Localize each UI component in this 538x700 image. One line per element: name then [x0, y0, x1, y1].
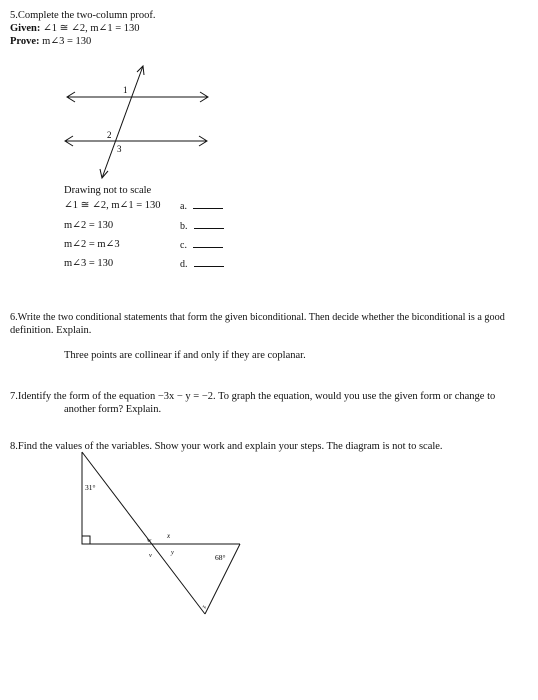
q7-text-line2: another form? Explain.: [64, 404, 162, 415]
proof-statement-3: m∠2 = m∠3: [64, 239, 120, 250]
angle-68-label: 68°: [215, 553, 226, 562]
proof-reason-c: [180, 238, 223, 252]
q8-text: 8.Find the values of the variables. Show your work and explain your steps. The diagram is not to scale.: [10, 441, 443, 452]
q6-text-line1: 6.Write the two conditional statements that form the given biconditional. Then decide whether the biconditional is a good: [10, 312, 505, 323]
reason-blank-b[interactable]: [194, 219, 224, 229]
q5-parallel-lines-figure: [55, 60, 225, 185]
angle-31-label: 31°: [85, 483, 96, 492]
var-w-label: w: [147, 537, 152, 544]
diagonal-line: [82, 452, 205, 614]
proof-statement-4: m∠3 = 130: [64, 258, 114, 269]
proof-reason-a: [180, 199, 223, 213]
q8-triangles-figure: [75, 450, 250, 620]
reason-letter-a: a.: [180, 201, 187, 212]
var-y-label: y: [171, 549, 174, 556]
q5-given: [10, 22, 140, 35]
proof-statement-1: ∠1 ≅ ∠2, m∠1 = 130: [64, 200, 161, 211]
proof-reason-d: [180, 257, 224, 271]
var-x-label: x: [167, 532, 171, 540]
q7-text-line1: 7.Identify the form of the equation −3x − y = −2. To graph the equation, would you use the given form or change to: [10, 391, 496, 402]
prove-label: Prove:: [10, 36, 40, 47]
reason-blank-c[interactable]: [193, 238, 223, 248]
reason-letter-d: d.: [180, 259, 188, 270]
angle-label-2: 2: [107, 130, 112, 140]
angle-label-3: 3: [117, 144, 122, 154]
var-v-label: v: [149, 552, 152, 559]
prove-text: m∠3 = 130: [42, 36, 92, 47]
q6-biconditional-statement: Three points are collinear if and only if they are coplanar.: [64, 350, 306, 361]
angle-label-1: 1: [123, 85, 128, 95]
reason-blank-d[interactable]: [194, 257, 224, 267]
q5-heading: 5.Complete the two-column proof.: [10, 10, 156, 21]
figure-caption: Drawing not to scale: [64, 185, 152, 196]
proof-statement-2: m∠2 = 130: [64, 220, 114, 231]
right-angle-marker: [82, 536, 90, 544]
given-label: Given:: [10, 23, 41, 34]
q6-text-line2: definition. Explain.: [10, 325, 92, 336]
reason-blank-a[interactable]: [193, 199, 223, 209]
transversal-line: [102, 66, 143, 178]
q5-prove: [10, 35, 91, 48]
proof-reason-b: [180, 219, 224, 233]
var-z-label: z: [200, 604, 208, 610]
reason-letter-c: c.: [180, 240, 187, 251]
given-text: ∠1 ≅ ∠2, m∠1 = 130: [42, 23, 140, 34]
reason-letter-b: b.: [180, 221, 188, 232]
